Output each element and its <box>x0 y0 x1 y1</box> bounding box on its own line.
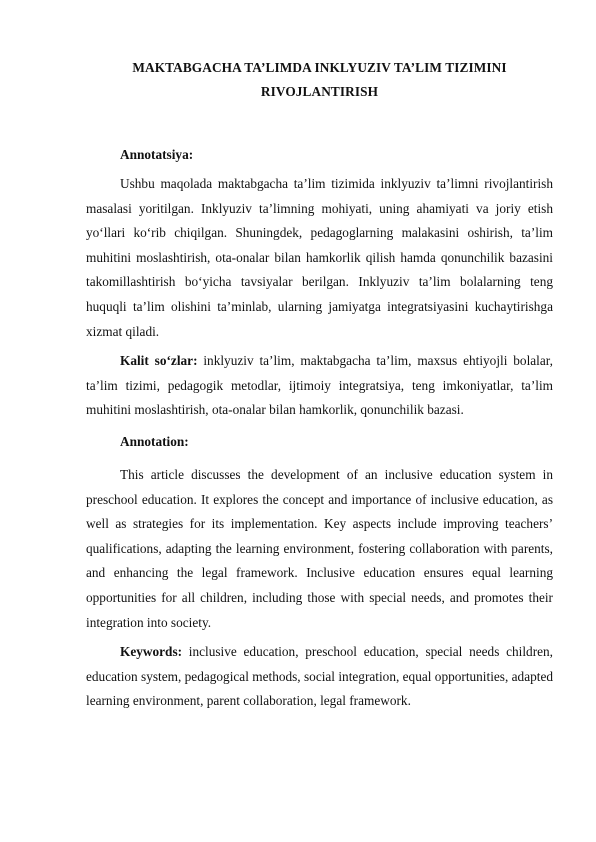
annotation-uz-heading: Annotatsiya: <box>120 147 194 162</box>
paper-title-line-1: MAKTABGACHA TA’LIMDA INKLYUZIV TA’LIM TIZIMINI <box>132 60 507 75</box>
keywords-en-paragraph <box>86 640 553 714</box>
keywords-en-text: inclusive education, preschool education, special needs children, education system, pedagogical methods, social integration, equal opportunities, adapted learning environment, parent collaboration, legal framework. <box>86 644 553 709</box>
annotation-uz-text: Ushbu maqolada maktabgacha ta’lim tizimida inklyuziv ta’limni rivojlantirish masalasi yoritilgan. Inklyuziv ta’limning mohiyati, uning ahamiyati va joriy etish yo‘llari ko‘rib chiqilgan. Shuningdek, pedagoglarning malakasini oshirish, ta’lim muhitini moslashtirish, ota-onalar bilan hamkorlik qilish hamda qonunchilik bazasini takomillashtirish bo‘yicha tavsiyalar berilgan. Inklyuziv ta’lim bolalarning teng huquqli ta’lim olishini ta’minlab, ularning jamiyatga integratsiyasini kuchaytirishga xizmat qiladi. <box>86 176 553 339</box>
keywords-uz-paragraph <box>86 349 553 423</box>
paper-title <box>86 56 553 104</box>
keywords-uz-label: Kalit so‘zlar: <box>120 353 198 368</box>
keywords-uz-text: inklyuziv ta’lim, maktabgacha ta’lim, maxsus ehtiyojli bolalar, ta’lim tizimi, pedagogik metodlar, ijtimoiy integratsiya, teng imkoniyatlar, ta’lim muhitini moslashtirish, ota-onalar bilan hamkorlik, qonunchilik bazasi. <box>86 353 553 418</box>
paper-title-line-2: RIVOJLANTIRISH <box>260 84 379 99</box>
annotation-en-text: This article discusses the development of an inclusive education system in preschool education. It explores the concept and importance of inclusive education, as well as strategies for its implementation. Key aspects include improving teachers’ qualifications, adapting the learning environment, fostering collaboration with parents, and enhancing the legal framework. Inclusive education ensures equal learning opportunities for all children, including those with special needs, and promotes their integration into society. <box>86 467 553 630</box>
annotation-en-heading: Annotation: <box>120 434 189 449</box>
keywords-en-label: Keywords: <box>120 644 183 659</box>
